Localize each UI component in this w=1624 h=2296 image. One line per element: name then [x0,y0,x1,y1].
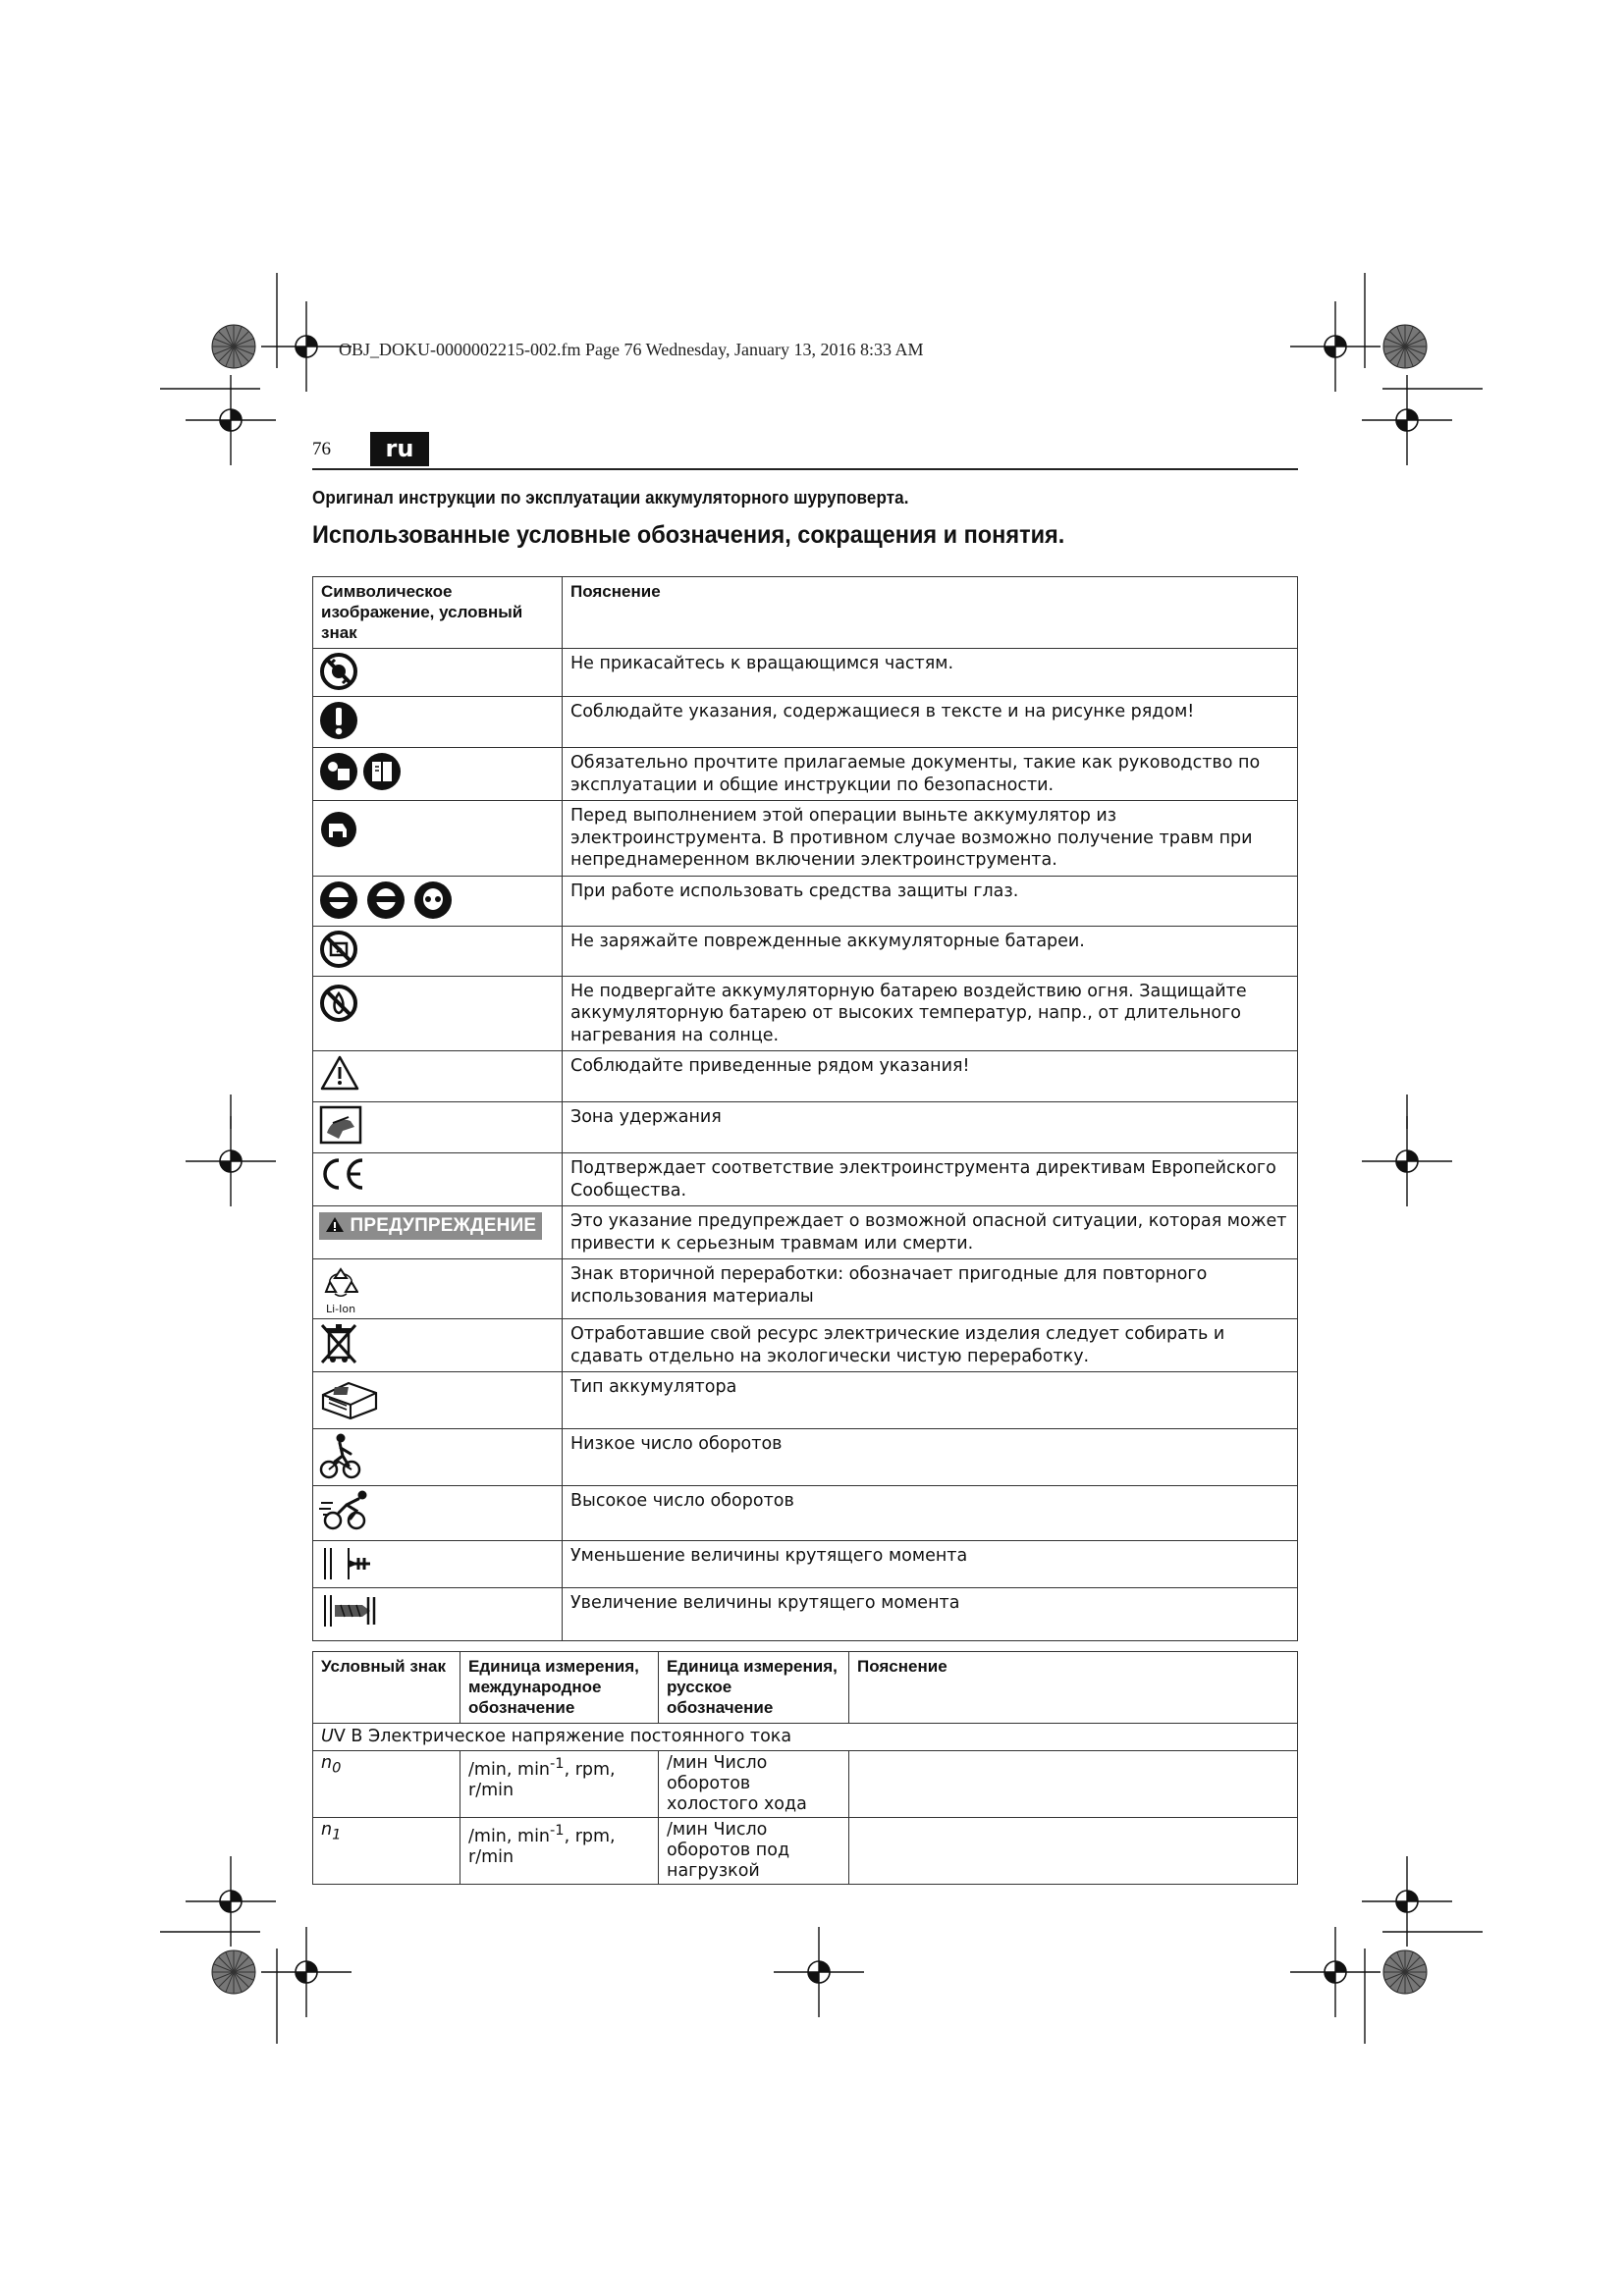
unit-intl: /min, min [468,1826,551,1846]
unit-intl-exponent: -1 [550,1755,565,1772]
unit-explanation: Число оборотов под нагрузкой [667,1820,790,1881]
unit-symbol: n [321,1753,333,1773]
table-row [313,1153,1298,1206]
table-row [313,1724,1298,1751]
language-tab: ru [370,432,429,466]
units-table-header [313,1652,1298,1724]
row-text: Уменьшение величины крутящего момента [563,1541,1298,1588]
row-text: Не заряжайте поврежденные аккумуляторные батареи. [563,926,1298,976]
header-explanation: Пояснение [849,1652,1298,1724]
section-heading: Использованные условные обозначения, сокращения и понятия. [312,521,1065,549]
row-text: Не прикасайтесь к вращающимся частям. [563,649,1298,697]
table-row [313,1588,1298,1641]
warning-triangle-icon [325,1216,345,1233]
row-text: Обязательно прочтите прилагаемые документы, такие как руководство по эксплуатации и общие инструкции по безопасности. [563,748,1298,801]
table-row [313,1751,1298,1818]
table-row [313,1372,1298,1429]
table-row [313,876,1298,926]
file-slug: OBJ_DOKU-0000002215-002.fm Page 76 Wednesday, January 13, 2016 8:33 AM [339,340,924,359]
high-speed-cyclist-icon [319,1489,374,1532]
page-number: 76 [312,439,331,459]
unit-symbol: n [321,1820,333,1840]
row-text: Низкое число оборотов [563,1429,1298,1486]
torque-decrease-icon [319,1544,374,1583]
row-text: Зона удержания [563,1102,1298,1153]
remove-battery-icon [319,810,358,849]
read-manual-icon [319,751,404,792]
header-rule [312,468,1298,470]
unit-intl-rest: , rpm, r/min [468,1759,616,1800]
symbols-table-header [313,577,1298,649]
header-symbol: Условный знак [313,1652,460,1724]
table-row [313,1051,1298,1102]
table-row [313,697,1298,748]
row-text: Это указание предупреждает о возможной опасной ситуации, которая может привести к серьезным травмам или смерти. [563,1206,1298,1259]
table-row [313,1429,1298,1486]
unit-intl-exponent: -1 [550,1822,565,1839]
crossed-bin-icon [319,1322,358,1365]
low-speed-cyclist-icon [319,1432,362,1481]
table-row [313,649,1298,697]
table-row [313,1541,1298,1588]
units-table [312,1651,1298,1885]
battery-pack-icon [319,1375,380,1420]
unit-intl: /min, min [468,1759,551,1780]
row-text: При работе использовать средства защиты глаз. [563,876,1298,926]
unit-ru: /мин [667,1820,708,1840]
unit-intl: V [333,1727,346,1746]
row-text: Знак вторичной переработки: обозначает пригодные для повторного использования материалы [563,1259,1298,1319]
table-row [313,1206,1298,1259]
no-fire-battery-icon [319,984,358,1023]
unit-intl-rest: , rpm, r/min [468,1826,616,1867]
symbols-table [312,576,1298,1641]
ce-mark-icon [319,1156,368,1192]
table-row [313,1818,1298,1885]
row-text: Подтверждает соответствие электроинструмента директивам Европейского Сообщества. [563,1153,1298,1206]
header-explanation: Пояснение [563,577,1298,649]
unit-symbol: U [321,1727,334,1746]
unit-ru: В [351,1727,363,1746]
unit-symbol-subscript: 0 [332,1759,342,1777]
table-row [313,1102,1298,1153]
exclamation-icon [319,700,358,741]
warning-badge-label: ПРЕДУПРЕЖДЕНИЕ [350,1215,537,1236]
row-text: Высокое число оборотов [563,1486,1298,1541]
row-text: Соблюдайте приведенные рядом указания! [563,1051,1298,1102]
table-row [313,748,1298,801]
no-charge-damaged-battery-icon [319,930,358,969]
row-text: Не подвергайте аккумуляторную батарею воздействию огня. Защищайте аккумуляторную батарею от высоких температур, напр., от длительного нагревания на солнце. [563,976,1298,1051]
header-intl-unit: Единица измерения, международное обозначение [460,1652,659,1724]
row-text: Перед выполнением этой операции выньте аккумулятор из электроинструмента. В противном случае возможно получение травм при непреднамеренном включении электроинструмента. [563,801,1298,877]
table-row [313,1319,1298,1372]
eye-protection-icon [319,880,457,921]
header-ru-unit: Единица измерения, русское обозначение [659,1652,849,1724]
table-row [313,976,1298,1051]
no-touch-rotating-icon [319,652,358,691]
table-row [313,926,1298,976]
warning-triangle-icon [319,1054,360,1092]
document-subtitle: Оригинал инструкции по эксплуатации аккумуляторного шуруповерта. [312,487,909,507]
table-row [313,1259,1298,1319]
unit-symbol-subscript: 1 [332,1826,342,1843]
torque-increase-icon [319,1591,378,1630]
grip-zone-icon [319,1105,362,1145]
row-text: Отработавшие свой ресурс электрические изделия следует собирать и сдавать отдельно на экологически чистую переработку. [563,1319,1298,1372]
warning-badge [319,1212,542,1240]
row-text: Соблюдайте указания, содержащиеся в тексте и на рисунке рядом! [563,697,1298,748]
unit-explanation: Число оборотов холостого хода [667,1753,807,1814]
table-row [313,1486,1298,1541]
recycle-li-ion-icon [323,1266,358,1300]
unit-explanation: Электрическое напряжение постоянного тока [367,1727,792,1746]
row-text: Тип аккумулятора [563,1372,1298,1429]
row-text: Увеличение величины крутящего момента [563,1588,1298,1641]
header-symbol: Символическое изображение, условный знак [313,577,563,649]
li-ion-label: Li-Ion [325,1303,356,1315]
table-row [313,801,1298,877]
unit-ru: /мин [667,1753,708,1773]
